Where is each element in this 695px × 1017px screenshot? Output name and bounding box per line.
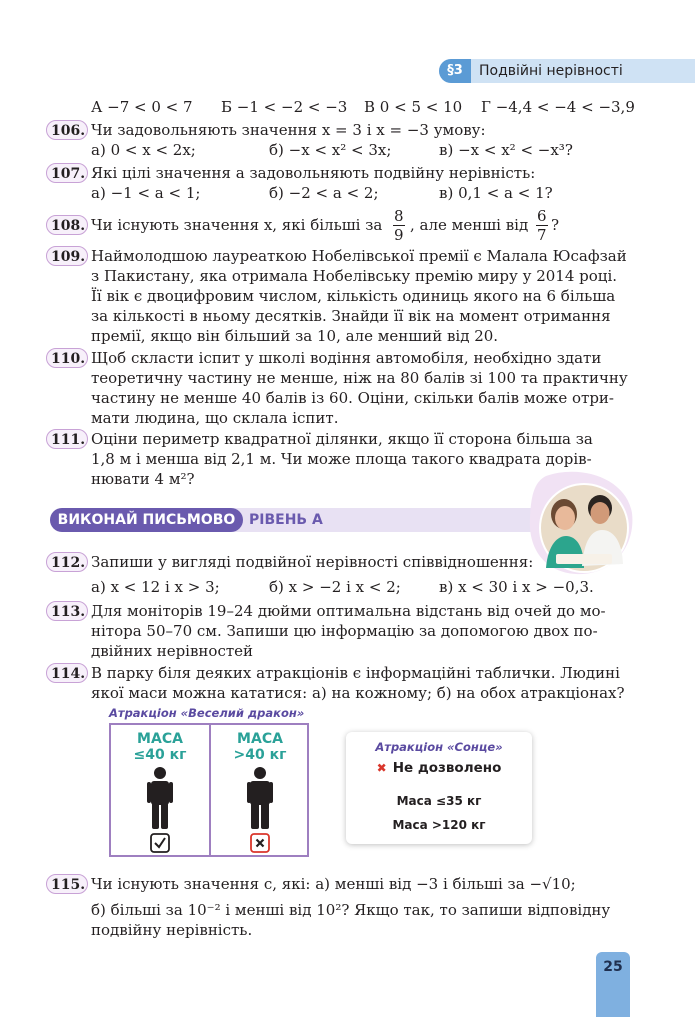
ride1-title: Атракціон «Веселий дракон»	[109, 706, 305, 720]
task-line: Для моніторів 19–24 дюйми оптимальна відстань від очей до мо-	[91, 602, 606, 620]
task-number: 112.	[46, 552, 88, 572]
task-text: , але менші від	[410, 216, 529, 234]
task-line: б) більші за 10⁻² і менші від 10²? Якщо так, то запиши відповідну	[91, 901, 611, 919]
task-line: Оціни периметр квадратної ділянки, якщо її сторона більша за	[91, 430, 593, 448]
ride1-sign	[109, 723, 309, 857]
task-line: за кількості в ньому десятків. Знайди її вік на момент отримання	[91, 307, 611, 325]
task-item: в) −x < x² < −x³?	[439, 141, 573, 159]
person-icon	[247, 767, 273, 829]
task-line: 1,8 м і менша від 2,1 м. Чи може площа такого квадрата дорів-	[91, 450, 592, 468]
task-number: 110.	[46, 348, 88, 368]
cross-icon	[250, 833, 270, 853]
task-line: мати людина, що склала іспит.	[91, 409, 339, 427]
option-a: А −7 < 0 < 7	[91, 98, 193, 116]
task-item: б) −x < x² < 3x;	[269, 141, 392, 159]
mass-value: ≤40 кг	[133, 747, 187, 763]
ride1-right-column	[211, 725, 309, 855]
ride1-left-column	[111, 725, 209, 855]
task-line: Щоб скласти іспит у школі водіння автомобіля, необхідно здати	[91, 349, 602, 367]
task-item: а) 0 < x < 2x;	[91, 141, 196, 159]
task-item: б) x > −2 і x < 2;	[269, 578, 401, 596]
task-line: якої маси можна кататися: а) на кожному; б) на обох атракціонах?	[91, 684, 625, 702]
task-text: ?	[551, 216, 560, 234]
person-icon	[147, 767, 173, 829]
task-line: нітора 50–70 см. Запиши цю інформацію за допомогою двох по-	[91, 622, 598, 640]
task-text: Чи задовольняють значення x = 3 і x = −3 умову:	[91, 121, 486, 139]
ride2-status	[346, 760, 532, 776]
task-line: двійних нерівностей	[91, 642, 254, 660]
section-number: §3	[439, 59, 471, 83]
fraction	[393, 207, 405, 244]
students-photo	[526, 468, 634, 578]
mass-label: МАСА	[137, 731, 183, 747]
task-number: 107.	[46, 163, 88, 183]
task-number: 108.	[46, 215, 88, 235]
task-item: в) x < 30 і x > −0,3.	[439, 578, 594, 596]
section-title: Подвійні нерівності	[479, 63, 623, 79]
task-line: Її вік є двоцифровим числом, кількість одиниць якого на 6 більша	[91, 287, 616, 305]
fraction	[536, 207, 548, 244]
section-label: ВИКОНАЙ ПИСЬМОВО	[50, 508, 243, 532]
cross-icon: ✖	[376, 761, 387, 775]
task-number: 114.	[46, 663, 88, 683]
task-line: частину не менше 40 балів із 60. Оціни, скільки балів може отри-	[91, 389, 614, 407]
mass-label: МАСА	[237, 731, 283, 747]
fraction-numerator: 8	[394, 207, 404, 225]
task-number: 111.	[46, 429, 88, 449]
task-line: Наймолодшою лауреаткою Нобелівської премії є Малала Юсафзай	[91, 247, 627, 265]
task-text: Які цілі значення a задовольняють подвійну нерівність:	[91, 164, 536, 182]
page-number: 25	[596, 952, 630, 1017]
ride2-title: Атракціон «Сонце»	[375, 740, 503, 754]
option-g: Г −4,4 < −4 < −3,9	[481, 98, 635, 116]
fraction-denominator: 9	[394, 226, 404, 244]
task-text: Запиши у вигляді подвійної нерівності співвідношення:	[91, 553, 534, 571]
mass-value: >40 кг	[233, 747, 287, 763]
task-number: 109.	[46, 246, 88, 266]
task-item: а) −1 < a < 1;	[91, 184, 201, 202]
fraction-numerator: 6	[537, 207, 547, 225]
task-line: з Пакистану, яка отримала Нобелівську премію миру у 2014 році.	[91, 267, 618, 285]
ride2-rule: Маса >120 кг	[392, 818, 486, 832]
task-item: в) 0,1 < a < 1?	[439, 184, 553, 202]
task-line: Чи існують значення c, які: а) менші від −3 і більші за −√10;	[91, 875, 576, 893]
task-line: теоретичну частину не менше, ніж на 80 балів зі 100 та практичну	[91, 369, 628, 387]
task-line: В парку біля деяких атракціонів є інформаційні таблички. Людині	[91, 664, 620, 682]
ride2-status-text: Не дозволено	[392, 760, 502, 776]
check-icon	[150, 833, 170, 853]
task-item: а) x < 12 і x > 3;	[91, 578, 220, 596]
ride2-rule: Маса ≤35 кг	[396, 794, 482, 808]
option-b: Б −1 < −2 < −3	[221, 98, 348, 116]
task-item: б) −2 < a < 2;	[269, 184, 379, 202]
task-number: 115.	[46, 874, 88, 894]
ride2-sign	[346, 732, 532, 844]
option-v: В 0 < 5 < 10	[364, 98, 463, 116]
task-line: нювати 4 м²?	[91, 470, 195, 488]
fraction-denominator: 7	[537, 226, 547, 244]
section-header	[439, 59, 695, 83]
task-line: подвійну нерівність.	[91, 921, 253, 939]
task-line: премії, якщо він більший за 10, але менший від 20.	[91, 327, 499, 345]
section-level: РІВЕНЬ А	[249, 512, 323, 528]
task-text: Чи існують значення x, які більші за	[91, 216, 383, 234]
task-number: 106.	[46, 120, 88, 140]
task-number: 113.	[46, 601, 88, 621]
